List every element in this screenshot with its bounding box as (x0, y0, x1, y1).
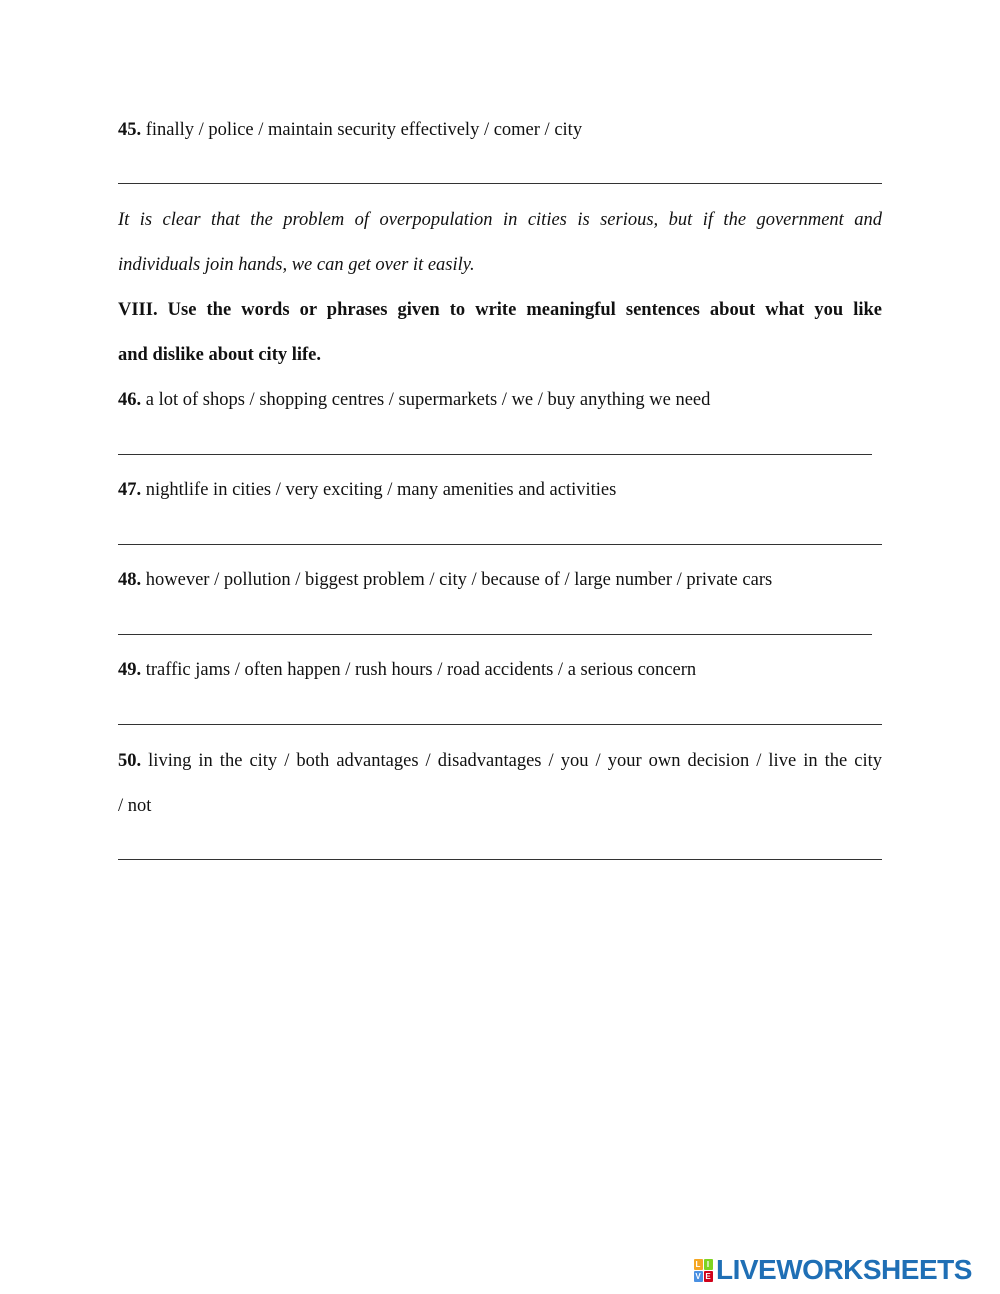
conclusion-line-1: It is clear that the problem of overpopulation in cities is serious, but if the government and (118, 210, 882, 230)
logo-block-l: L (694, 1259, 703, 1270)
answer-line-45[interactable] (118, 183, 882, 184)
logo-text: LIVEWORKSHEETS (716, 1254, 972, 1285)
logo-block-v: V (695, 1271, 701, 1281)
item-prompt: finally / police / maintain security effectively / comer / city (141, 120, 583, 140)
item-49 (118, 658, 696, 682)
logo-block-e: E (705, 1271, 711, 1281)
conclusion-line-2: individuals join hands, we can get over it easily. (118, 255, 475, 275)
section-viii-heading-line-1: VIII. Use the words or phrases given to write meaningful sentences about what you like (118, 300, 882, 320)
item-48 (118, 568, 772, 592)
item-prompt: nightlife in cities / very exciting / many amenities and activities (141, 480, 617, 500)
liveworksheets-logo[interactable] (693, 1255, 972, 1285)
logo-block-i: I (704, 1259, 713, 1270)
item-50-line-2: / not (118, 796, 152, 816)
item-50-line-1 (118, 749, 882, 773)
item-prompt: traffic jams / often happen / rush hours / road accidents / a serious concern (141, 660, 697, 680)
answer-line-48[interactable] (118, 634, 872, 635)
answer-line-50[interactable] (118, 859, 882, 860)
item-number: 50. (118, 751, 142, 771)
item-prompt: a lot of shops / shopping centres / supermarkets / we / buy anything we need (141, 390, 711, 410)
item-prompt: living in the city / both advantages / disadvantages / you / your own decision / live in the city (141, 751, 882, 771)
answer-line-49[interactable] (118, 724, 882, 725)
section-viii-heading-line-2: and dislike about city life. (118, 345, 322, 365)
item-number: 48. (118, 570, 142, 590)
item-number: 45. (118, 120, 142, 140)
item-number: 49. (118, 660, 142, 680)
answer-line-47[interactable] (118, 544, 882, 545)
item-number: 46. (118, 390, 142, 410)
item-45 (118, 118, 582, 142)
item-prompt: however / pollution / biggest problem / city / because of / large number / private cars (141, 570, 773, 590)
live-blocks-icon (693, 1258, 713, 1282)
item-47 (118, 478, 616, 502)
item-number: 47. (118, 480, 142, 500)
answer-line-46[interactable] (118, 454, 872, 455)
item-46 (118, 388, 710, 412)
